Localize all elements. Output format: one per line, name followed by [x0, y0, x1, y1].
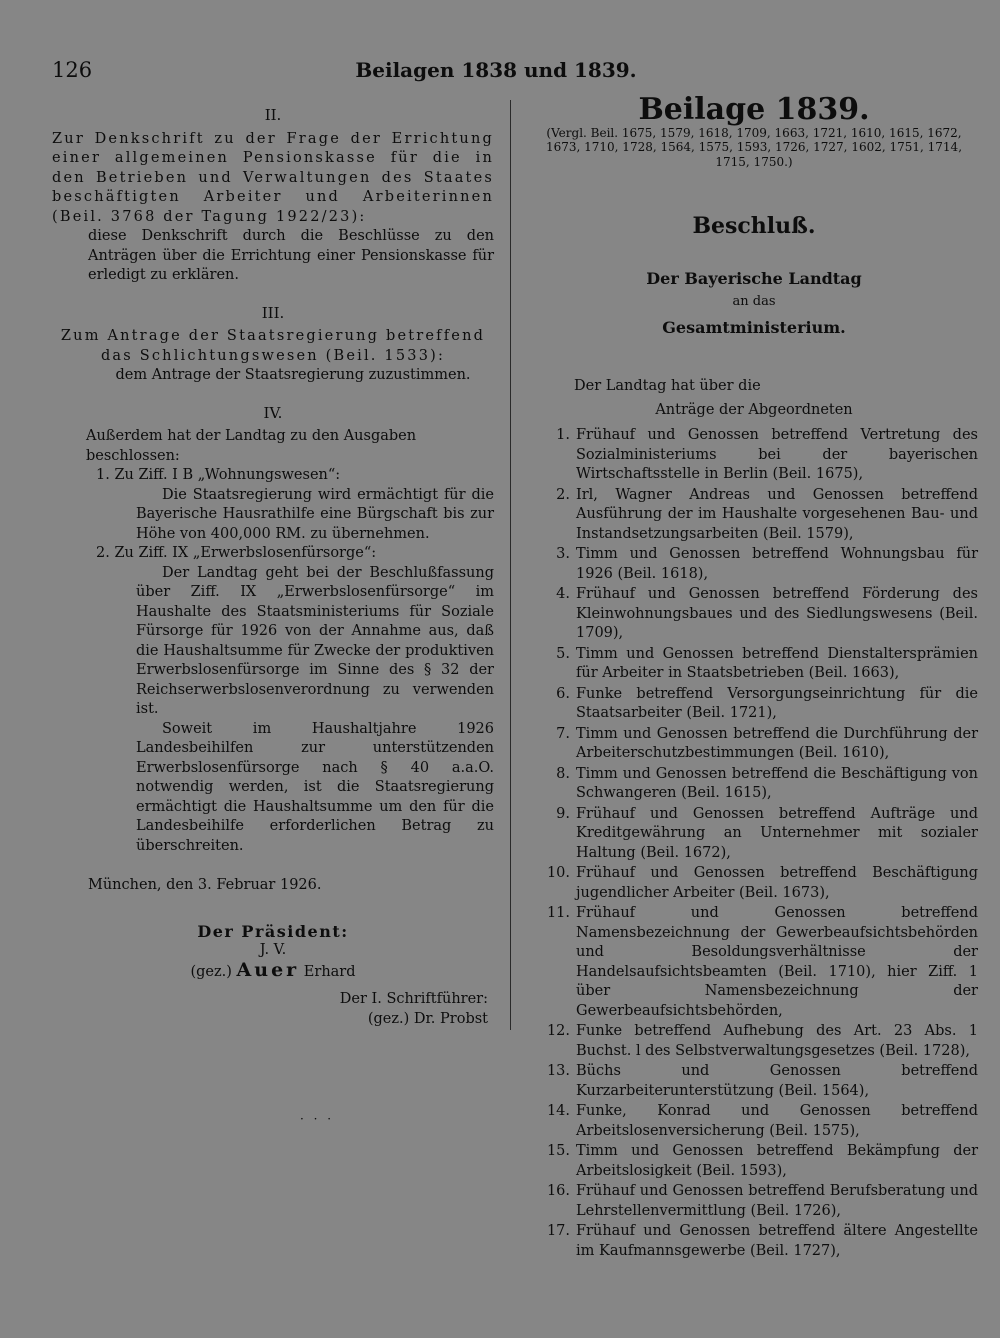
beschluss-heading: Beschluß. [692, 213, 816, 239]
list-item [530, 486, 978, 545]
antraege-heading: Anträge der Abgeordneten [655, 401, 853, 418]
list-item-text: Frühauf und Genossen betreffend Namensbezeichnung der Gewerbeaufsichtsbehörden und Besoldungsverhältnisse der Handelsaufsichtsbeamten (Beil. 1710), hier Ziff. 1 über Namensbezeichnung der Gewerbeaufsichtsbehörden, [576, 905, 978, 1019]
section-3-heading: Zum Antrage der Staatsregierung betreffend das Schlichtungswesen (Beil. 1533): [60, 328, 486, 364]
list-item-number: 4. [556, 586, 570, 602]
section-2-body: diese Denkschrift durch die Beschlüsse zu den Anträgen über die Errichtung einer Pensionskasse für erledigt zu erklären. [88, 228, 494, 283]
signature-iv: J. V. [259, 942, 287, 958]
list-item-number: 5. [556, 645, 570, 662]
secretary-title: Der I. Schriftführer: [339, 991, 488, 1007]
list-item [530, 1142, 978, 1181]
intro-line: Der Landtag hat über die [574, 378, 761, 394]
an-das: an das [732, 294, 776, 309]
list-item-text: Funke, Konrad und Genossen betreffend Arbeitslosenversicherung (Beil. 1575), [576, 1103, 978, 1139]
section-2-numeral: II. [264, 106, 282, 124]
signature-name-line [52, 958, 494, 983]
section-2-heading: Zur Denkschrift zu der Frage der Errichtung einer allgemeinen Pensionskasse für die in den Betrieben und Verwaltungen des Staates beschäftigten Arbeiter und Arbeiterinnen (Beil. 3768 der Tagung 1922/23): [52, 130, 494, 225]
list-item-text: Büchs und Genossen betreffend Kurzarbeiterunterstützung (Beil. 1564), [576, 1063, 978, 1099]
list-item-number: 17. [546, 1223, 570, 1239]
right-column [530, 92, 978, 1262]
list-item-text: Frühauf und Genossen betreffend Beschäftigung jugendlicher Arbeiter (Beil. 1673), [576, 865, 978, 901]
list-item-text: Frühauf und Genossen betreffend Förderung des Kleinwohnungsbaues und des Siedlungswesens (Beil. 1709), [576, 586, 978, 641]
section-4-sub2-body-2: Soweit im Haushaltjahre 1926 Landesbeihilfen zur unterstützenden Erwerbslosenfürsorge nach § 40 a.a.O. notwendig werden, ist die Staatsregierung ermächtigt die Haushaltsumme um den für die Landesbeihilfe erforderlichen Betrag zu überschreiten. [136, 720, 494, 854]
signature-gez: (gez.) [190, 963, 232, 980]
list-item [530, 426, 978, 485]
list-item-number: 10. [546, 865, 570, 881]
list-item-text: Funke betreffend Versorgungseinrichtung für die Staatsarbeiter (Beil. 1721), [576, 685, 978, 721]
list-item-number: 6. [556, 685, 570, 702]
list-item-number: 16. [546, 1183, 570, 1199]
list-item-number: 13. [546, 1063, 570, 1079]
reference-list: (Vergl. Beil. 1675, 1579, 1618, 1709, 1663, 1721, 1610, 1615, 1672, 1673, 1710, 1728, 1564, 1575, 1593, 1726, 1727, 1602, 1751, 1714, 1715, 1750.) [545, 125, 963, 169]
list-item [530, 725, 978, 764]
secretary-name: (gez.) Dr. Probst [367, 1010, 488, 1027]
footer-mark: · · · [300, 1112, 335, 1126]
list-item-text: Funke betreffend Aufhebung des Art. 23 Abs. 1 Buchst. l des Selbstverwaltungsgesetzes (Beil. 1728), [576, 1023, 978, 1059]
list-item-number: 2. [556, 486, 570, 503]
list-item [530, 1022, 978, 1061]
list-item [530, 585, 978, 644]
column-divider [510, 100, 511, 1030]
list-item [530, 805, 978, 864]
page-number: 126 [52, 58, 93, 82]
list-item [530, 685, 978, 724]
list-item-text: Frühauf und Genossen betreffend Aufträge und Kreditgewährung an Unternehmer mit sozialer Haltung (Beil. 1672), [576, 805, 978, 861]
list-item [530, 1222, 978, 1261]
landtag-heading: Der Bayerische Landtag [646, 268, 862, 288]
list-item-number: 15. [546, 1143, 570, 1159]
list-item [530, 645, 978, 684]
list-item [530, 864, 978, 903]
section-4-sub1-body: Die Staatsregierung wird ermächtigt für die Bayerische Hausrathilfe eine Bürgschaft bis zur Höhe von 400,000 RM. zu übernehmen. [136, 486, 494, 542]
section-3-numeral: III. [261, 303, 285, 322]
list-item-text: Frühauf und Genossen betreffend ältere Angestellte im Kaufmannsgewerbe (Beil. 1727), [576, 1223, 978, 1259]
section-4-sub2-label: 2. Zu Ziff. IX „Erwerbslosenfürsorge“: [96, 545, 377, 561]
list-item-text: Frühauf und Genossen betreffend Vertretung des Sozialministeriums bei der bayerischen Wirtschaftsstelle in Berlin (Beil. 1675), [576, 427, 978, 482]
list-item [530, 1062, 978, 1101]
motion-list [530, 426, 978, 1261]
list-item-text: Timm und Genossen betreffend die Beschäftigung von Schwangeren (Beil. 1615), [576, 765, 978, 801]
list-item [530, 904, 978, 1021]
section-4-numeral: IV. [263, 403, 283, 422]
signature-name-bold: Auer [236, 958, 300, 981]
list-item [530, 1182, 978, 1221]
section-3-body: dem Antrage der Staatsregierung zuzustimmen. [115, 367, 471, 383]
list-item-number: 8. [556, 765, 570, 782]
list-item-number: 12. [546, 1023, 570, 1039]
list-item-text: Timm und Genossen betreffend Wohnungsbau für 1926 (Beil. 1618), [576, 546, 978, 582]
list-item [530, 545, 978, 584]
beilage-title: Beilage 1839. [638, 92, 870, 127]
list-item-number: 11. [546, 905, 570, 921]
list-item-number: 7. [556, 725, 570, 742]
signature-name-rest: Erhard [303, 963, 356, 980]
list-item-text: Timm und Genossen betreffend die Durchführung der Arbeiterschutzbestimmungen (Beil. 1610), [576, 725, 978, 761]
left-column [52, 100, 494, 1029]
running-head: Beilagen 1838 und 1839. [355, 58, 637, 82]
ministerium-heading: Gesamtministerium. [662, 317, 846, 337]
list-item-text: Timm und Genossen betreffend Bekämpfung der Arbeitslosigkeit (Beil. 1593), [576, 1143, 978, 1179]
list-item-text: Irl, Wagner Andreas und Genossen betreffend Ausführung der im Haushalte vorgesehenen Bau- und Instandsetzungsarbeiten (Beil. 1579), [576, 486, 978, 542]
section-4-intro: Außerdem hat der Landtag zu den Ausgaben beschlossen: [86, 428, 417, 464]
list-item-number: 9. [556, 805, 570, 822]
section-4-sub2-body-1: Der Landtag geht bei der Beschlußfassung über Ziff. IX „Erwerbslosenfürsorge“ im Haushalte des Staatsministeriums für Soziale Fürsorge für 1926 von der Annahme aus, daß die Haushaltsumme für Zwecke der produktiven Erwerbslosenfürsorge im Sinne des § 32 der Reichserwerbslosenverordnung zu verwenden ist. [136, 564, 494, 717]
list-item-number: 14. [546, 1103, 570, 1119]
list-item [530, 1102, 978, 1141]
list-item [530, 765, 978, 804]
page-header [52, 58, 940, 86]
section-4-sub1-label: 1. Zu Ziff. I B „Wohnungswesen“: [96, 467, 341, 483]
date-line: München, den 3. Februar 1926. [88, 877, 322, 893]
list-item-number: 3. [556, 546, 570, 562]
list-item-text: Timm und Genossen betreffend Dienstaltersprämien für Arbeiter in Staatsbetrieben (Beil. 1663), [576, 645, 978, 681]
signature-title: Der Präsident: [197, 921, 349, 941]
list-item-number: 1. [556, 427, 570, 443]
list-item-text: Frühauf und Genossen betreffend Berufsberatung und Lehrstellenvermittlung (Beil. 1726), [576, 1183, 978, 1219]
